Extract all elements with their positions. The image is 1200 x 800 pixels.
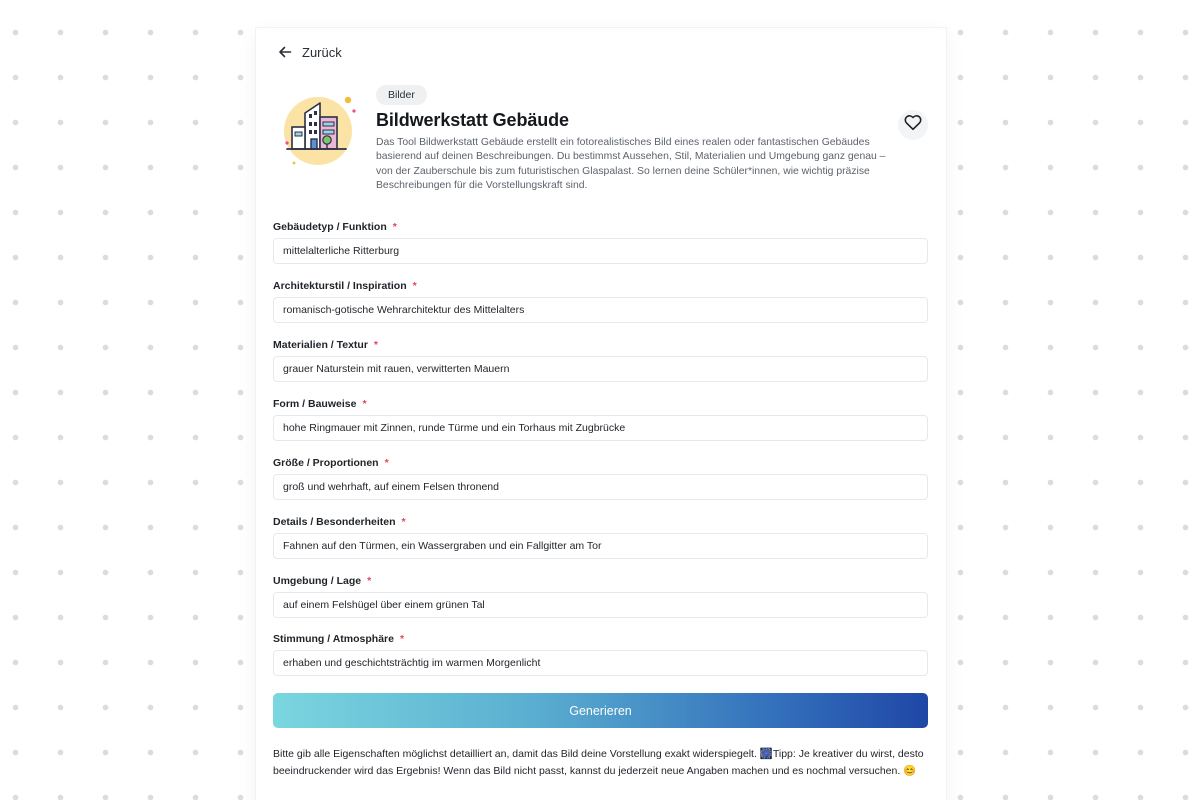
- building-icon: [278, 89, 358, 169]
- favorite-button[interactable]: [898, 110, 928, 140]
- required-marker: *: [392, 221, 397, 233]
- field-label-gebaeudetyp: Gebäudetyp / Funktion *: [273, 221, 397, 233]
- umgebung-input[interactable]: [273, 592, 928, 618]
- required-marker: *: [412, 280, 417, 292]
- required-marker: *: [384, 457, 389, 469]
- arrow-left-icon: [278, 45, 292, 59]
- back-label: Zurück: [302, 44, 342, 60]
- required-marker: *: [367, 575, 372, 587]
- form-bauweise-input[interactable]: [273, 415, 928, 441]
- page-title: Bildwerkstatt Gebäude: [376, 110, 569, 130]
- details-input[interactable]: [273, 533, 928, 559]
- field-label-materialien: Materialien / Textur *: [273, 339, 379, 351]
- required-marker: *: [399, 633, 405, 645]
- back-link[interactable]: [278, 42, 342, 62]
- materialien-input[interactable]: [273, 356, 928, 382]
- field-label-form: Form / Bauweise *: [273, 398, 367, 410]
- footer-note: Bitte gib alle Eigenschaften möglichst detailliert an, damit das Bild deine Vorstellung exakt widerspiegelt. 🎆Tipp: Je kreativer du wirst, desto beeindruckender wird das Ergebnis! Wenn das Bild nicht passt, kannst du jederzeit neue Angaben machen und es nochmal versuchen. 😊: [273, 748, 924, 777]
- tool-description: Das Tool Bildwerkstatt Gebäude erstellt ein fotorealistisches Bild eines realen oder fantastischen Gebäudes basierend auf deinen Beschreibungen. Du bestimmst Aussehen, Stil, Materialien und Umgebung ganz genau – von der Zauberschule bis zum futuristischen Glaspalast. So lernen deine Schüler*innen, wie wichtig präzise Beschreibungen für die Vorstellungskraft sind.: [376, 137, 886, 191]
- required-marker: *: [362, 398, 367, 410]
- field-label-details: Details / Besonderheiten *: [273, 516, 406, 528]
- required-marker: *: [373, 339, 379, 351]
- field-label-umgebung: Umgebung / Lage *: [273, 575, 372, 587]
- field-label-stimmung: Stimmung / Atmosphäre *: [273, 633, 405, 645]
- gebaeudetyp-input[interactable]: [273, 238, 928, 264]
- field-label-architekturstil: Architekturstil / Inspiration *: [273, 280, 417, 292]
- category-badge: Bilder: [376, 85, 427, 105]
- field-label-groesse: Größe / Proportionen *: [273, 457, 389, 469]
- required-marker: *: [401, 516, 406, 528]
- stimmung-input[interactable]: [273, 650, 928, 676]
- architekturstil-input[interactable]: [273, 297, 928, 323]
- groesse-input[interactable]: [273, 474, 928, 500]
- generate-button[interactable]: Generieren: [273, 693, 928, 728]
- heart-icon: [904, 114, 922, 136]
